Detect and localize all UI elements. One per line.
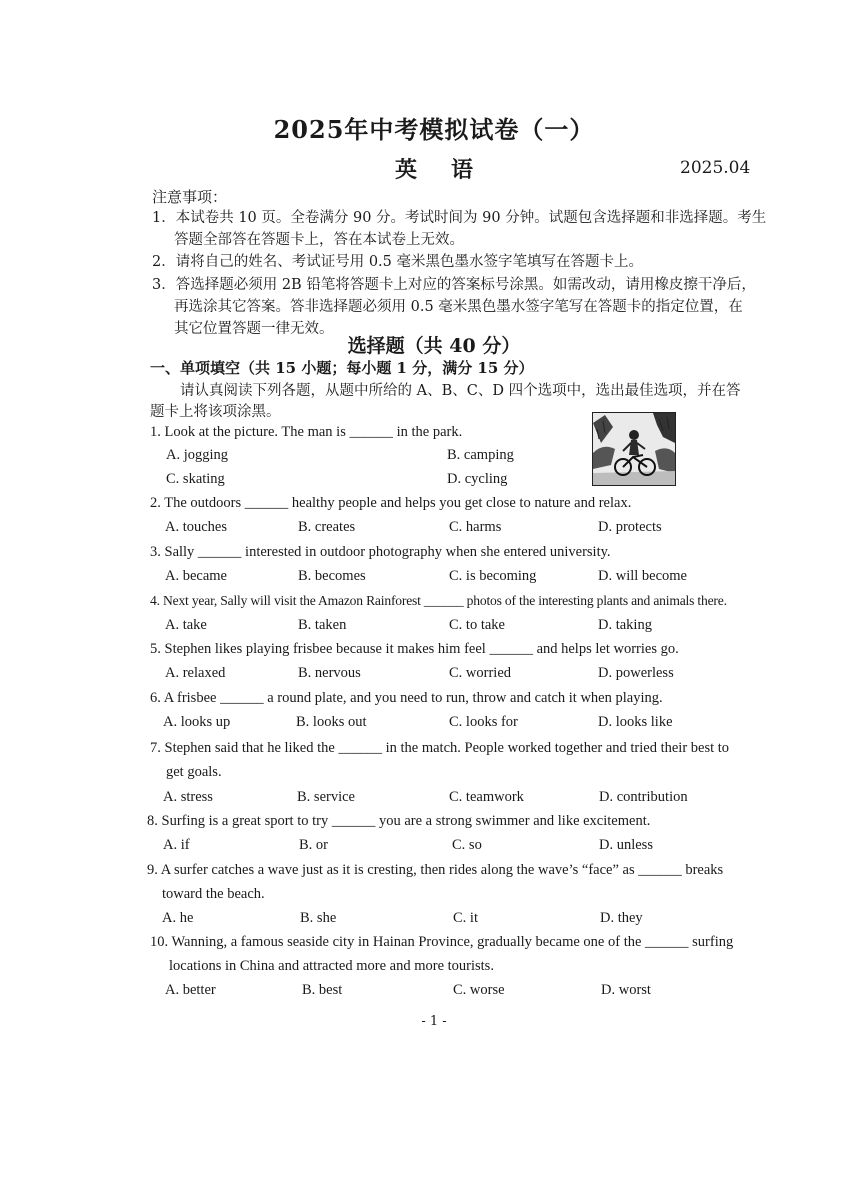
option-c: C. looks for — [449, 714, 518, 730]
option-b: B. camping — [447, 447, 514, 463]
option-c: C. is becoming — [449, 568, 537, 584]
option-b: B. taken — [298, 617, 347, 633]
option-d: D. unless — [599, 837, 653, 853]
question-stem: 6. A frisbee ______ a round plate, and you need to run, throw and catch it when playing. — [150, 690, 663, 706]
part-heading: 一、单项填空（共 15 小题；每小题 1 分，满分 15 分） — [150, 359, 534, 377]
question-stem: 2. The outdoors ______ healthy people and helps you get close to nature and relax. — [150, 495, 632, 511]
option-a: A. if — [163, 837, 190, 853]
exam-title: 2025年中考模拟试卷（一） — [273, 115, 595, 144]
notice-line: 再选涂其它答案。答非选择题必须用 0.5 毫米黑色墨水签字笔写在答题卡的指定位置，在 — [174, 299, 743, 315]
option-c: C. skating — [166, 471, 225, 487]
option-c: C. it — [453, 910, 478, 926]
option-b: B. she — [300, 910, 337, 926]
question-stem: 4. Next year, Sally will visit the Amazon Rainforest ______ photos of the interesting plants and animals there. — [150, 593, 727, 608]
option-b: B. looks out — [296, 714, 367, 730]
question-stem: 7. Stephen said that he liked the ______ in the match. People worked together and tried their best to — [150, 740, 730, 756]
option-a: A. better — [165, 982, 216, 998]
exam-date: 2025.04 — [680, 158, 751, 178]
notice-line: 其它位置答题一律无效。 — [174, 321, 334, 337]
question-stem-continued: locations in China and attracted more and more tourists. — [169, 958, 494, 974]
option-d: D. worst — [601, 982, 651, 998]
option-b: B. becomes — [298, 568, 366, 584]
option-b: B. nervous — [298, 665, 361, 681]
question-stem: 10. Wanning, a famous seaside city in Hainan Province, gradually became one of the ______ surfing — [150, 934, 734, 950]
option-b: B. or — [299, 837, 328, 853]
option-d: D. will become — [598, 568, 687, 584]
option-a: A. jogging — [166, 447, 229, 463]
option-a: A. take — [165, 617, 207, 633]
option-b: B. service — [297, 789, 355, 805]
option-b: B. best — [302, 982, 343, 998]
instruction-line: 请认真阅读下列各题，从题中所给的 A、B、C、D 四个选项中，选出最佳选项，并在答 — [180, 383, 741, 399]
notice-line: 3．答选择题必须用 2B 铅笔将答题卡上对应的答案标号涂黑。如需改动，请用橡皮擦干净后， — [152, 277, 756, 293]
instruction-line: 题卡上将该项涂黑。 — [150, 404, 281, 420]
option-a: A. touches — [165, 519, 228, 535]
option-c: C. teamwork — [449, 789, 524, 805]
option-d: D. they — [600, 910, 643, 926]
notice-line: 1．本试卷共 10 页。全卷满分 90 分。考试时间为 90 分钟。试题包含选择题和非选择题。考生 — [152, 210, 767, 226]
option-a: A. stress — [163, 789, 213, 805]
option-d: D. contribution — [599, 789, 688, 805]
question-stem-continued: toward the beach. — [162, 886, 265, 902]
option-c: C. so — [452, 837, 482, 853]
question-stem: 5. Stephen likes playing frisbee because it makes him feel ______ and helps let worries go. — [150, 641, 679, 657]
notice-line: 答题全部答在答题卡上，答在本试卷上无效。 — [174, 232, 464, 248]
option-c: C. harms — [449, 519, 502, 535]
option-d: D. cycling — [447, 471, 508, 487]
page-number: - 1 - — [421, 1014, 447, 1029]
question-stem-continued: get goals. — [166, 764, 222, 780]
question-stem: 3. Sally ______ interested in outdoor photography when she entered university. — [150, 544, 611, 560]
option-c: C. worse — [453, 982, 505, 998]
question-stem: 9. A surfer catches a wave just as it is cresting, then rides along the wave’s “face” as ______ breaks — [147, 862, 724, 878]
option-d: D. protects — [598, 519, 662, 535]
subject-heading: 英语 — [395, 157, 508, 183]
notice-line: 2．请将自己的姓名、考试证号用 0.5 毫米黑色墨水签字笔填写在答题卡上。 — [152, 254, 644, 270]
option-c: C. to take — [449, 617, 505, 633]
option-b: B. creates — [298, 519, 356, 535]
cyclist-illustration — [593, 413, 675, 485]
section-title: 选择题（共 40 分） — [347, 335, 521, 357]
cyclist-picture — [592, 412, 676, 486]
option-a: A. relaxed — [165, 665, 226, 681]
option-a: A. he — [162, 910, 194, 926]
question-stem: 8. Surfing is a great sport to try ______ you are a strong swimmer and like excitement. — [147, 813, 651, 829]
option-a: A. became — [165, 568, 227, 584]
notice-heading: 注意事项： — [152, 188, 228, 206]
option-d: D. taking — [598, 617, 652, 633]
question-stem: 1. Look at the picture. The man is ______ in the park. — [150, 424, 463, 440]
option-d: D. looks like — [598, 714, 673, 730]
option-a: A. looks up — [163, 714, 231, 730]
option-c: C. worried — [449, 665, 512, 681]
option-d: D. powerless — [598, 665, 674, 681]
